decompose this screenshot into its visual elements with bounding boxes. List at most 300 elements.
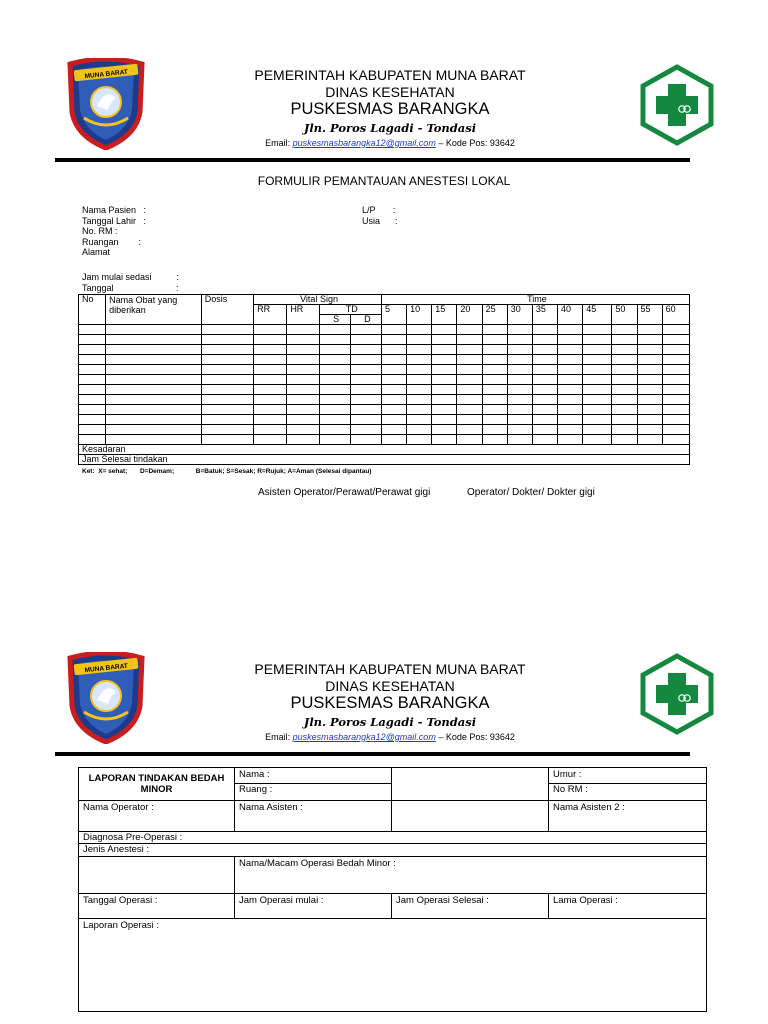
table-cell[interactable] <box>507 365 532 375</box>
field-tanggal-lahir[interactable]: Tanggal Lahir : <box>82 215 147 226</box>
puskesmas-logo <box>636 653 718 735</box>
table-cell[interactable] <box>583 395 612 405</box>
table-cell[interactable] <box>457 435 482 445</box>
table-cell[interactable] <box>662 415 689 425</box>
table-cell[interactable] <box>482 385 507 395</box>
table-cell[interactable] <box>507 415 532 425</box>
table-cell[interactable] <box>507 325 532 335</box>
table-cell[interactable] <box>612 375 637 385</box>
table-cell[interactable] <box>407 365 432 375</box>
table-cell[interactable] <box>350 395 381 405</box>
table-cell[interactable] <box>662 355 689 365</box>
table-cell[interactable] <box>432 425 457 435</box>
table-cell[interactable] <box>287 375 319 385</box>
table-cell[interactable] <box>79 345 106 355</box>
table-cell[interactable] <box>106 355 202 365</box>
table-cell[interactable] <box>457 385 482 395</box>
contact-line <box>200 732 580 742</box>
table-cell[interactable] <box>612 355 637 365</box>
table-cell[interactable] <box>482 435 507 445</box>
table-cell[interactable] <box>662 395 689 405</box>
table-cell[interactable] <box>457 355 482 365</box>
table-cell[interactable] <box>319 355 350 365</box>
table-cell[interactable] <box>583 425 612 435</box>
gov-title: PEMERINTAH KABUPATEN MUNA BARAT <box>254 67 526 83</box>
table-cell[interactable] <box>106 365 202 375</box>
table-cell[interactable] <box>201 385 253 395</box>
table-cell[interactable] <box>612 395 637 405</box>
table-cell[interactable] <box>319 365 350 375</box>
time-header: 25 <box>482 305 507 325</box>
table-cell[interactable] <box>407 375 432 385</box>
table-cell[interactable] <box>457 345 482 355</box>
table-cell[interactable] <box>432 365 457 375</box>
table-cell[interactable] <box>381 335 406 345</box>
table-cell[interactable] <box>558 375 583 385</box>
table-cell[interactable] <box>287 355 319 365</box>
session-fields <box>82 272 179 293</box>
field-nama-pasien[interactable]: Nama Pasien : <box>82 205 147 215</box>
table-row <box>79 435 690 445</box>
table-cell[interactable] <box>381 415 406 425</box>
field-ruangan[interactable]: Ruangan : <box>82 236 142 247</box>
table-cell[interactable] <box>381 385 406 395</box>
table-cell[interactable] <box>637 385 662 395</box>
field-nama-asisten[interactable]: Nama Asisten : <box>235 801 392 832</box>
table-cell[interactable] <box>662 425 689 435</box>
table-cell[interactable] <box>287 345 319 355</box>
table-cell[interactable] <box>106 375 202 385</box>
table-cell[interactable] <box>637 355 662 365</box>
table-cell[interactable] <box>662 405 689 415</box>
field-alamat[interactable]: Alamat <box>82 247 111 257</box>
field-tanggal[interactable]: Tanggal : <box>82 282 179 293</box>
table-cell[interactable] <box>407 415 432 425</box>
table-cell[interactable] <box>319 425 350 435</box>
table-cell[interactable] <box>612 425 637 435</box>
table-cell[interactable] <box>350 335 381 345</box>
table-cell[interactable] <box>558 325 583 335</box>
table-cell[interactable] <box>612 405 637 415</box>
table-cell[interactable] <box>201 345 253 355</box>
dept-title: DINAS KESEHATAN <box>325 84 455 100</box>
table-cell[interactable] <box>457 335 482 345</box>
table-cell[interactable] <box>201 335 253 345</box>
table-cell[interactable] <box>507 355 532 365</box>
table-cell[interactable] <box>532 435 557 445</box>
table-cell[interactable] <box>637 335 662 345</box>
table-cell[interactable] <box>381 325 406 335</box>
table-cell[interactable] <box>79 365 106 375</box>
table-cell[interactable] <box>432 375 457 385</box>
field-jenis-anestesi[interactable]: Jenis Anestesi : <box>79 844 707 857</box>
table-cell[interactable] <box>350 355 381 365</box>
table-cell[interactable] <box>662 345 689 355</box>
table-cell[interactable] <box>254 375 287 385</box>
table-cell[interactable] <box>612 345 637 355</box>
table-cell[interactable] <box>507 345 532 355</box>
table-cell[interactable] <box>254 395 287 405</box>
table-cell[interactable] <box>612 435 637 445</box>
table-cell[interactable] <box>79 335 106 345</box>
table-cell[interactable] <box>432 415 457 425</box>
table-cell[interactable] <box>381 365 406 375</box>
table-cell[interactable] <box>532 325 557 335</box>
field-jam-selesai[interactable]: Jam Operasi Selesai : <box>392 894 549 919</box>
table-cell[interactable] <box>201 325 253 335</box>
table-cell[interactable] <box>319 335 350 345</box>
patient-fields-right <box>362 205 398 226</box>
table-cell[interactable] <box>407 345 432 355</box>
table-cell[interactable] <box>350 345 381 355</box>
table-cell[interactable] <box>662 375 689 385</box>
email-link[interactable]: puskesmasbarangka12@gmail.com <box>292 732 436 742</box>
table-cell[interactable] <box>583 415 612 425</box>
table-cell[interactable] <box>637 405 662 415</box>
table-cell[interactable] <box>507 375 532 385</box>
table-cell[interactable] <box>254 385 287 395</box>
svg-text:MUNA BARAT: MUNA BARAT <box>84 662 129 675</box>
table-cell[interactable] <box>407 385 432 395</box>
table-cell[interactable] <box>407 335 432 345</box>
table-cell[interactable] <box>350 375 381 385</box>
table-cell[interactable] <box>482 375 507 385</box>
table-cell[interactable] <box>507 435 532 445</box>
table-cell[interactable] <box>662 335 689 345</box>
table-cell[interactable] <box>558 355 583 365</box>
table-cell[interactable] <box>319 415 350 425</box>
time-header: 10 <box>407 305 432 325</box>
table-row <box>79 425 690 435</box>
table-cell[interactable] <box>532 365 557 375</box>
table-cell[interactable] <box>637 345 662 355</box>
table-cell[interactable] <box>482 325 507 335</box>
table-cell[interactable] <box>457 375 482 385</box>
col-td-header: TD <box>319 305 381 315</box>
table-cell[interactable] <box>482 425 507 435</box>
table-cell[interactable] <box>457 365 482 375</box>
table-cell[interactable] <box>106 415 202 425</box>
table-cell[interactable] <box>583 335 612 345</box>
jam-selesai-row[interactable]: Jam Selesai tindakan <box>79 455 690 465</box>
table-cell[interactable] <box>287 435 319 445</box>
table-cell[interactable] <box>583 385 612 395</box>
table-row <box>79 395 690 405</box>
table-cell[interactable] <box>106 435 202 445</box>
table-cell[interactable] <box>407 325 432 335</box>
table-cell[interactable] <box>407 405 432 415</box>
table-cell[interactable] <box>201 355 253 365</box>
table-cell[interactable] <box>287 365 319 375</box>
table-cell[interactable] <box>637 435 662 445</box>
table-cell[interactable] <box>407 355 432 365</box>
table-cell[interactable] <box>201 395 253 405</box>
table-cell[interactable] <box>457 325 482 335</box>
table-cell[interactable] <box>381 345 406 355</box>
table-cell[interactable] <box>432 385 457 395</box>
table-row <box>79 385 690 395</box>
table-cell[interactable] <box>482 405 507 415</box>
table-cell[interactable] <box>254 345 287 355</box>
table-cell[interactable] <box>637 325 662 335</box>
table-cell[interactable] <box>482 355 507 365</box>
table-cell[interactable] <box>532 385 557 395</box>
table-cell[interactable] <box>319 345 350 355</box>
table-cell[interactable] <box>558 405 583 415</box>
time-header: 40 <box>558 305 583 325</box>
field-macam-operasi[interactable]: Nama/Macam Operasi Bedah Minor : <box>235 857 707 894</box>
col-d-header: D <box>350 315 381 325</box>
field-jam-mulai[interactable]: Jam mulai sedasi : <box>82 272 180 282</box>
table-cell[interactable] <box>583 435 612 445</box>
table-cell[interactable] <box>532 415 557 425</box>
table-cell[interactable] <box>637 375 662 385</box>
table-cell[interactable] <box>254 365 287 375</box>
field-nama-operator[interactable]: Nama Operator : <box>79 801 235 832</box>
time-header: 20 <box>457 305 482 325</box>
table-cell[interactable] <box>254 415 287 425</box>
header-rule <box>55 158 690 162</box>
table-cell[interactable] <box>583 355 612 365</box>
table-cell[interactable] <box>350 385 381 395</box>
table-cell[interactable] <box>558 365 583 375</box>
table-cell[interactable] <box>287 425 319 435</box>
table-cell[interactable] <box>558 345 583 355</box>
table-cell[interactable] <box>532 375 557 385</box>
field-laporan-operasi[interactable]: Laporan Operasi : <box>79 919 707 1012</box>
table-cell[interactable] <box>612 415 637 425</box>
email-link[interactable]: puskesmasbarangka12@gmail.com <box>292 138 436 148</box>
table-cell[interactable] <box>287 415 319 425</box>
table-cell[interactable] <box>637 415 662 425</box>
field-tanggal-operasi[interactable]: Tanggal Operasi : <box>79 894 235 919</box>
blank-cell[interactable] <box>79 857 235 894</box>
district-emblem <box>64 652 148 744</box>
table-cell[interactable] <box>79 415 106 425</box>
table-cell[interactable] <box>482 395 507 405</box>
form1-title: FORMULIR PEMANTAUAN ANESTESI LOKAL <box>257 174 511 188</box>
table-cell[interactable] <box>507 425 532 435</box>
table-cell[interactable] <box>201 425 253 435</box>
table-cell[interactable] <box>662 365 689 375</box>
table-cell[interactable] <box>407 435 432 445</box>
table-cell[interactable] <box>407 395 432 405</box>
table-cell[interactable] <box>407 425 432 435</box>
table-cell[interactable] <box>637 365 662 375</box>
table-cell[interactable] <box>381 405 406 415</box>
table-cell[interactable] <box>637 425 662 435</box>
address: Jln. Poros Lagadi - Tondasi <box>303 121 477 135</box>
table-cell[interactable] <box>482 335 507 345</box>
table-cell[interactable] <box>432 355 457 365</box>
table-cell[interactable] <box>350 415 381 425</box>
table-cell[interactable] <box>507 385 532 395</box>
table-cell[interactable] <box>106 345 202 355</box>
table-cell[interactable] <box>79 375 106 385</box>
table-cell[interactable] <box>583 375 612 385</box>
table-cell[interactable] <box>558 415 583 425</box>
table-cell[interactable] <box>612 335 637 345</box>
table-row <box>79 325 690 335</box>
col-obat-header: Nama Obat yang diberikan <box>106 295 202 325</box>
table-cell[interactable] <box>662 385 689 395</box>
table-cell[interactable] <box>254 435 287 445</box>
kesadaran-row[interactable]: Kesadaran <box>79 445 690 455</box>
table-cell[interactable] <box>254 335 287 345</box>
table-row <box>79 415 690 425</box>
table-cell[interactable] <box>79 405 106 415</box>
field-lp[interactable]: L/P : <box>362 205 396 215</box>
table-cell[interactable] <box>201 375 253 385</box>
table-cell[interactable] <box>482 365 507 375</box>
table-cell[interactable] <box>507 405 532 415</box>
table-cell[interactable] <box>583 345 612 355</box>
table-cell[interactable] <box>432 395 457 405</box>
table-cell[interactable] <box>583 325 612 335</box>
table-cell[interactable] <box>381 435 406 445</box>
table-cell[interactable] <box>287 325 319 335</box>
table-cell[interactable] <box>350 365 381 375</box>
table-cell[interactable] <box>457 425 482 435</box>
table-cell[interactable] <box>432 405 457 415</box>
field-nama[interactable]: Nama : <box>235 768 392 784</box>
table-cell[interactable] <box>106 395 202 405</box>
table-cell[interactable] <box>254 405 287 415</box>
table-cell[interactable] <box>106 425 202 435</box>
table-cell[interactable] <box>106 405 202 415</box>
table-cell[interactable] <box>457 405 482 415</box>
table-cell[interactable] <box>532 335 557 345</box>
field-lama-operasi[interactable]: Lama Operasi : <box>549 894 707 919</box>
table-cell[interactable] <box>662 435 689 445</box>
field-umur[interactable]: Umur : <box>549 768 707 784</box>
table-cell[interactable] <box>201 405 253 415</box>
time-header: 35 <box>532 305 557 325</box>
time-header: 60 <box>662 305 689 325</box>
table-cell[interactable] <box>583 405 612 415</box>
table-cell[interactable] <box>287 335 319 345</box>
dept-title: DINAS KESEHATAN <box>325 678 455 694</box>
field-no-rm[interactable]: No RM : <box>549 784 707 801</box>
table-row <box>79 405 690 415</box>
table-cell[interactable] <box>319 375 350 385</box>
field-diagnosa[interactable]: Diagnosa Pre-Operasi : <box>79 832 707 844</box>
table-cell[interactable] <box>507 335 532 345</box>
table-cell[interactable] <box>319 435 350 445</box>
table-cell[interactable] <box>583 365 612 375</box>
table-cell[interactable] <box>558 335 583 345</box>
table-cell[interactable] <box>432 335 457 345</box>
time-header: 50 <box>612 305 637 325</box>
table-cell[interactable] <box>201 415 253 425</box>
address: Jln. Poros Lagadi - Tondasi <box>303 715 477 729</box>
table-cell[interactable] <box>612 325 637 335</box>
table-cell[interactable] <box>432 435 457 445</box>
table-cell[interactable] <box>532 425 557 435</box>
table-cell[interactable] <box>482 415 507 425</box>
clinic-title: PUSKESMAS BARANGKA <box>290 694 490 712</box>
blank-cell[interactable] <box>392 801 549 832</box>
table-cell[interactable] <box>612 385 637 395</box>
table-row <box>79 335 690 345</box>
table-cell[interactable] <box>457 395 482 405</box>
table-cell[interactable] <box>381 425 406 435</box>
table-cell[interactable] <box>319 385 350 395</box>
table-cell[interactable] <box>287 385 319 395</box>
table-cell[interactable] <box>79 355 106 365</box>
col-s-header: S <box>319 315 350 325</box>
table-cell[interactable] <box>254 355 287 365</box>
table-cell[interactable] <box>532 405 557 415</box>
table-cell[interactable] <box>254 425 287 435</box>
clinic-title: PUSKESMAS BARANGKA <box>290 100 490 118</box>
table-cell[interactable] <box>432 325 457 335</box>
table-cell[interactable] <box>558 435 583 445</box>
field-jam-mulai[interactable]: Jam Operasi mulai : <box>235 894 392 919</box>
table-cell[interactable] <box>532 345 557 355</box>
table-cell[interactable] <box>482 345 507 355</box>
field-no-rm[interactable]: No. RM : <box>82 226 118 236</box>
col-time-header: Time <box>381 295 689 305</box>
table-cell[interactable] <box>319 325 350 335</box>
table-cell[interactable] <box>381 395 406 405</box>
table-cell[interactable] <box>532 395 557 405</box>
table-cell[interactable] <box>79 395 106 405</box>
table-cell[interactable] <box>507 395 532 405</box>
table-cell[interactable] <box>381 375 406 385</box>
table-cell[interactable] <box>432 345 457 355</box>
blank-cell[interactable] <box>392 768 549 801</box>
time-header: 30 <box>507 305 532 325</box>
district-emblem <box>64 58 148 150</box>
col-hr-header: HR <box>287 305 319 325</box>
table-cell[interactable] <box>106 325 202 335</box>
field-ruang[interactable]: Ruang : <box>235 784 392 801</box>
table-cell[interactable] <box>350 405 381 415</box>
table-cell[interactable] <box>558 425 583 435</box>
table-cell[interactable] <box>79 435 106 445</box>
field-nama-asisten-2[interactable]: Nama Asisten 2 : <box>549 801 707 832</box>
table-cell[interactable] <box>287 395 319 405</box>
table-cell[interactable] <box>319 395 350 405</box>
report-title: LAPORAN TINDAKAN BEDAH MINOR <box>79 768 235 801</box>
table-cell[interactable] <box>106 335 202 345</box>
table-cell[interactable] <box>106 385 202 395</box>
table-cell[interactable] <box>350 435 381 445</box>
table-cell[interactable] <box>612 365 637 375</box>
table-cell[interactable] <box>662 325 689 335</box>
table-cell[interactable] <box>79 385 106 395</box>
table-cell[interactable] <box>201 435 253 445</box>
table-cell[interactable] <box>350 425 381 435</box>
table-cell[interactable] <box>201 365 253 375</box>
table-cell[interactable] <box>381 355 406 365</box>
field-usia[interactable]: Usia : <box>362 215 398 226</box>
table-cell[interactable] <box>558 395 583 405</box>
table-cell[interactable] <box>457 415 482 425</box>
legend-note: Ket: X= sehat; D=Demam; B=Batuk; S=Sesak; R=Rujuk; A=Aman (Selesai dipantau) <box>82 468 372 475</box>
table-cell[interactable] <box>558 385 583 395</box>
signature-assistant: Asisten Operator/Perawat/Perawat gigi <box>258 487 431 498</box>
table-cell[interactable] <box>532 355 557 365</box>
table-cell[interactable] <box>319 405 350 415</box>
table-cell[interactable] <box>254 325 287 335</box>
table-cell[interactable] <box>350 325 381 335</box>
table-cell[interactable] <box>79 325 106 335</box>
table-cell[interactable] <box>79 425 106 435</box>
table-cell[interactable] <box>637 395 662 405</box>
table-cell[interactable] <box>287 405 319 415</box>
